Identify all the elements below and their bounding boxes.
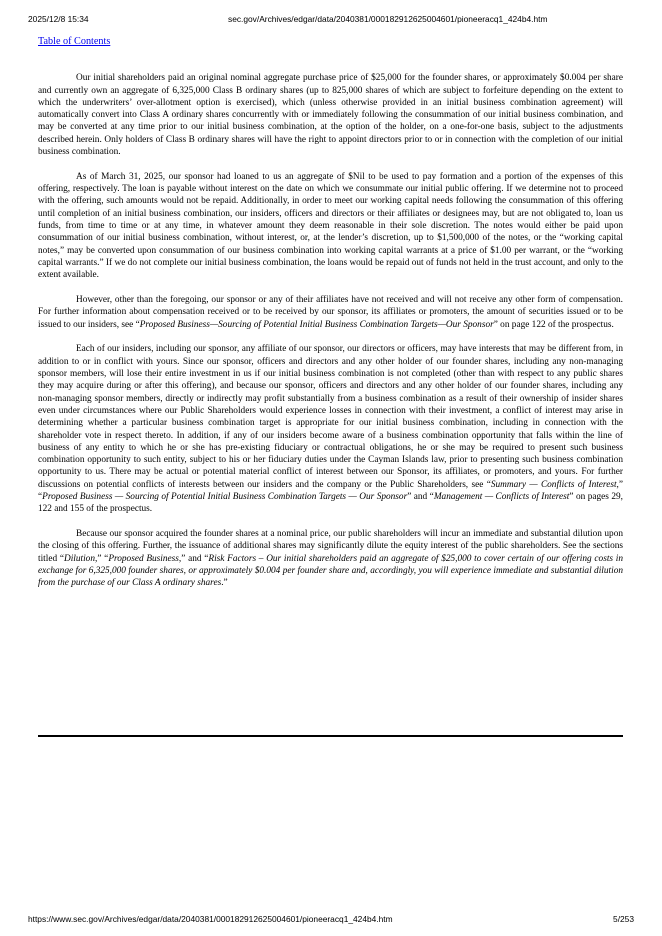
print-footer bbox=[28, 914, 634, 926]
paragraph-compensation: However, other than the foregoing, our sponsor or any of their affiliates have not received and will not receive any other form of compensation. For further information about compensation received or to be received by our sponsor, its affiliates or promoters, the amount of securities issued or to be issued to our insiders, see “Proposed Business—Sourcing of Potential Initial Business Combination Targets—Our Sponsor” on page 122 of the prospectus. bbox=[38, 295, 623, 330]
horizontal-rule bbox=[38, 735, 623, 737]
section-reference: Management — Conflicts of Interest bbox=[433, 492, 570, 502]
paragraph-conflicts-of-interest: Each of our insiders, including our sponsor, any affiliate of our sponsor, our directors or officers, may have interests that may be different from, in addition to or in conflict with yours. Since our sponsor, officers and directors and any other holder of our founder shares, including any non-managing sponsor members, will lose their entire investment in us if our initial business combination is not completed (other than with respect to any public shares they may acquire during or after this offering), and because our sponsor, officers and directors and any other holder of our founder shares, including any non-managing sponsor members, directly or indirectly may profit substantially from a business combination as a result of their ownership of insider shares even under circumstances where our Public Shareholders would experience losses in connection with their investment, a conflict of interest may arise in determining whether a particular business combination target is appropriate for our initial business combination, including in connection with the shareholder vote in respect thereto. In addition, if any of our insiders become aware of a business combination opportunity that falls within the line of business of any entity to which he or she has pre-existing fiduciary or contractual obligations, he or she may be required to present such business combination opportunity to such entity, subject to his or her fiduciary duties under the Cayman Islands law, prior to presenting such business combination opportunity to us. There may be actual or potential material conflict of interest between our Sponsor, its affiliates, or promoters, and yours. For further discussions on potential conflicts of interests between our insiders and the company or the Public Shareholders, see “Summary — Conflicts of Interest,” “Proposed Business — Sourcing of Potential Initial Business Combination Targets — Our Sponsor” and “Management — Conflicts of Interest” on pages 29, 122 and 155 of the prospectus. bbox=[38, 344, 623, 515]
print-header-url: sec.gov/Archives/edgar/data/2040381/000182912625004601/pioneeracq1_424b4.htm bbox=[228, 14, 548, 24]
section-reference: Risk Factors – Our initial shareholders paid an aggregate of $25,000 to cover certain of our offering costs in exchange for 6,325,000 founder shares, or approximately $0.004 per founder share and, accordingly, you will experience immediate and substantial dilution from the purchase of our Class A ordinary shares bbox=[38, 553, 623, 589]
table-of-contents-link[interactable]: Table of Contents bbox=[38, 36, 111, 47]
print-header bbox=[28, 14, 634, 26]
paragraph-founder-shares: Our initial shareholders paid an original nominal aggregate purchase price of $25,000 for the founder shares, or approximately $0.004 per share and currently own an aggregate of 6,325,000 Class B ordinary shares (up to 825,000 shares of which are subject to forfeiture depending on the extent to which the underwriters’ over-allotment option is exercised), which (unless otherwise provided in an initial business combination agreement) will automatically convert into Class A ordinary shares concurrently with or immediately following the consummation of our initial business combination, and may be converted at any time prior to our initial business combination, at the option of the holder, on a one-for-one basis, subject to the adjustments described herein. Only holders of Class B ordinary shares will have the right to appoint directors prior to or in connection with the completion of our initial business combination. bbox=[38, 73, 623, 158]
print-footer-url: https://www.sec.gov/Archives/edgar/data/2040381/000182912625004601/pioneeracq1_424b4.htm bbox=[28, 914, 393, 924]
section-reference: Proposed Business, bbox=[108, 553, 182, 564]
section-reference: Proposed Business — Sourcing of Potential Initial Business Combination Targets — Our Sponsor bbox=[42, 492, 408, 502]
section-reference: Dilution, bbox=[63, 553, 98, 564]
section-reference: Summary — Conflicts of Interest, bbox=[490, 479, 619, 490]
print-datetime: 2025/12/8 15:34 bbox=[28, 14, 89, 24]
paragraph-dilution: Because our sponsor acquired the founder shares at a nominal price, our public shareholders will incur an immediate and substantial dilution upon the closing of this offering. Further, the issuance of additional shares may significantly dilute the equity interest of the public shareholders. See the sections titled “Dilution,” “Proposed Business,” and “Risk Factors – Our initial shareholders paid an aggregate of $25,000 to cover certain of our offering costs in exchange for 6,325,000 founder shares, or approximately $0.004 per founder share and, accordingly, you will experience immediate and substantial dilution from the purchase of our Class A ordinary shares.” bbox=[38, 529, 623, 589]
document-body bbox=[38, 36, 623, 602]
page-number: 5/253 bbox=[613, 914, 634, 924]
section-reference: Proposed Business—Sourcing of Potential Initial Business Combination Targets—Our Sponsor bbox=[139, 319, 494, 330]
paragraph-sponsor-loans: As of March 31, 2025, our sponsor had loaned to us an aggregate of $Nil to be used to pay formation and a portion of the expenses of this offering, respectively. The loan is payable without interest on the date on which we consummate our initial public offering. If we determine not to proceed with the offering, such amounts would not be repaid. Additionally, in order to meet our working capital needs following the consummation of this offering until completion of an initial business combination, our insiders, officers and directors or their affiliates or designees may, but are not obligated to, loan us funds, from time to time or at any time, in whatever amount they deem reasonable in their sole discretion. The notes would either be paid upon consummation of our initial business combination, without interest, or, at the lender’s discretion, up to $1,500,000 of the notes, or the “working capital notes,” may be converted upon consummation of our business combination into working capital warrants at a price of $1.00 per warrant, or the “working capital warrants.” If we do not complete our initial business combination, the loans would be repaid out of funds not held in the trust account, and only to the extent available. bbox=[38, 171, 623, 281]
